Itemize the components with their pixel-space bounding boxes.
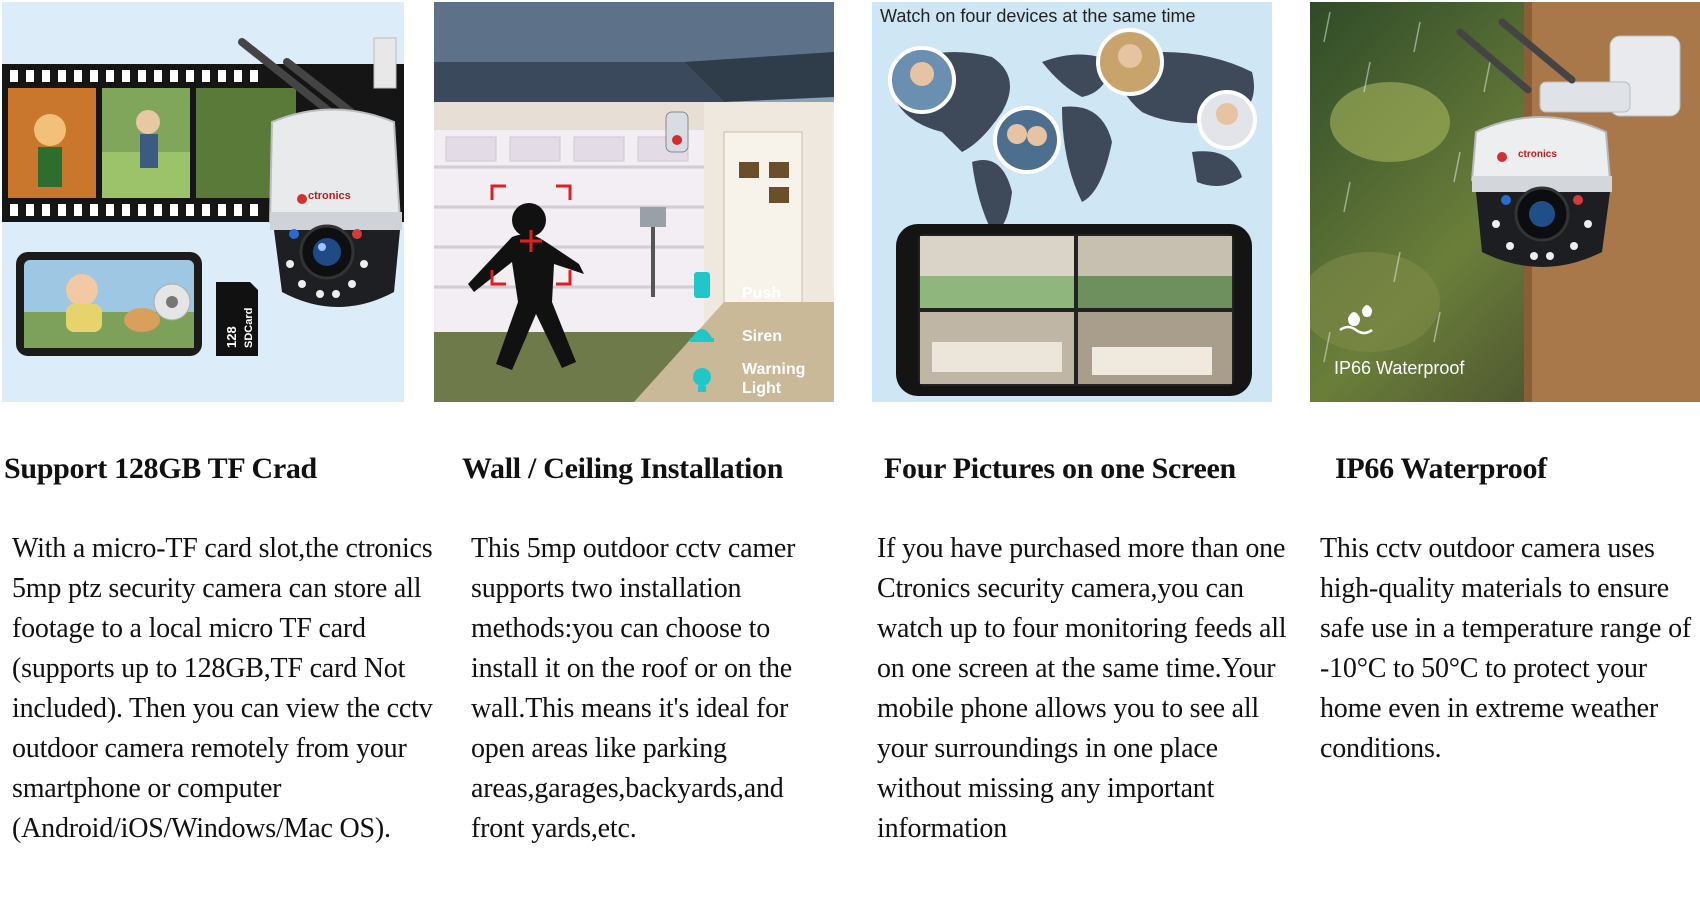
tf-card-feature-image (2, 2, 404, 402)
installation-feature-image (434, 2, 834, 402)
image-caption: Watch on four devices at the same time (880, 6, 1196, 26)
waterproof-feature-image (1310, 2, 1700, 402)
brand-logo-text: ctronics (1518, 149, 1557, 160)
feature-description: This 5mp outdoor cctv camer supports two installation methods:you can choose to install it on the roof or on the wall.This means it's ideal for open areas like parking areas,garages,backyards,and front yards,etc. (471, 533, 796, 844)
alert-siren-label: Siren (742, 328, 783, 345)
feature-title: Support 128GB TF Crad (4, 452, 317, 485)
feature-title: Wall / Ceiling Installation (462, 452, 784, 485)
alert-warning-light-label: Warning Light (742, 361, 806, 397)
sd-card-label: SDCard (243, 307, 255, 348)
alert-push-label: Push (742, 285, 782, 302)
tf-card-illustration (2, 2, 404, 402)
feature-description: If you have purchased more than one Ctronics security camera,you can watch up to four monitoring feeds all on one screen at the same time.Your mobile phone allows you to see all your surroundings in one place without missing any important information (877, 533, 1287, 844)
feature-title: Four Pictures on one Screen (884, 452, 1236, 485)
brand-logo-text: ctronics (308, 190, 351, 202)
feature-description: With a micro-TF card slot,the ctronics 5mp ptz security camera can store all footage to a local micro TF card (supports up to 128GB,TF card Not included). Then you can view the cctv outdoor camera remotely from your smartphone or computer (Android/iOS/Windows/Mac OS). (12, 533, 433, 844)
world-map-phone-illustration (872, 2, 1272, 402)
feature-title: IP66 Waterproof (1335, 452, 1547, 485)
rain-camera-illustration (1310, 2, 1700, 402)
waterproof-badge: IP66 Waterproof (1334, 358, 1465, 378)
sd-card-capacity: 128 (224, 326, 239, 348)
multi-view-feature-image (872, 2, 1272, 402)
feature-description: This cctv outdoor camera uses high-quality materials to ensure safe use in a temperature range of -10°C to 50°C to protect your home even in extreme weather conditions. (1320, 533, 1692, 764)
